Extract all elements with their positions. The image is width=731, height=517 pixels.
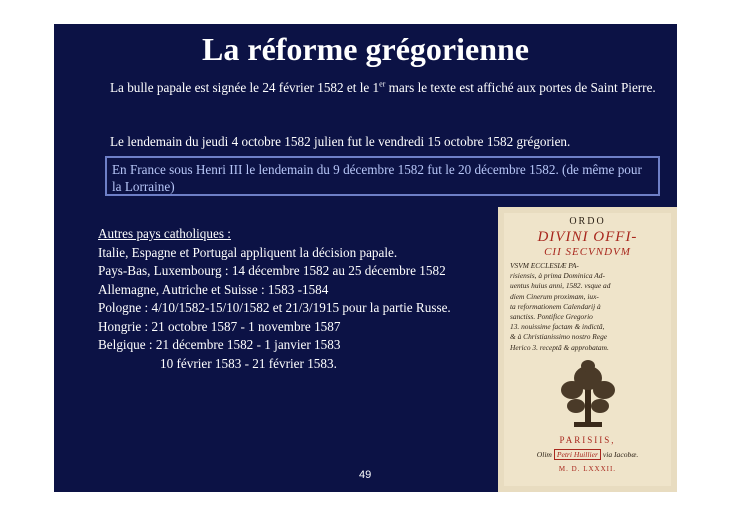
book-year: M. D. LXXXII. xyxy=(558,465,617,473)
slide-title: La réforme grégorienne xyxy=(202,31,529,67)
catholic-country-line: Italie, Espagne et Portugal appliquent la décision papale. xyxy=(98,244,398,260)
slide xyxy=(54,24,677,492)
book-via: via Iacobæ. xyxy=(600,450,639,459)
book-body-line: risiensis, à prima Dominica Ad- xyxy=(510,271,605,281)
page-number: 49 xyxy=(359,469,372,481)
catholic-countries-list xyxy=(98,225,498,373)
book-red-line-2: CII SECVNDVM xyxy=(544,246,631,258)
catholic-country-line: Allemagne, Autriche et Suisse : 1583 -1584 xyxy=(98,281,329,297)
paragraph-bulle-text-1: La bulle papale est signée le 24 février 1582 et le 1 xyxy=(110,80,380,95)
paragraph-bulle-superscript: er xyxy=(379,79,386,89)
book-body-line: uentus huius anni, 1582. vsque ad xyxy=(510,281,611,291)
book-body-text xyxy=(510,261,666,353)
printer-plant-emblem-icon xyxy=(552,358,624,430)
book-body-line: diem Cinerum proximam, iux- xyxy=(510,291,599,301)
paragraph-bulle xyxy=(110,79,658,96)
book-olim: Olim xyxy=(536,450,554,459)
book-red-line-1: DIVINI OFFI- xyxy=(537,229,638,245)
book-parisiis: PARISIIS, xyxy=(559,435,616,445)
catholic-country-line: Pologne : 4/10/1582-15/10/1582 et 21/3/1915 pour la partie Russe. xyxy=(98,300,451,315)
catholic-country-line-indented: 10 février 1583 - 21 février 1583. xyxy=(160,355,337,371)
book-printer-line xyxy=(504,450,671,459)
book-printer-name: Petri Huillier xyxy=(554,449,601,460)
book-title-page-image xyxy=(498,207,677,492)
book-body-line: Herico 3. receptã & approbatam. xyxy=(510,342,609,352)
book-body-line: sanctiss. Pontifice Gregorio xyxy=(510,312,593,322)
catholic-country-line: Pays-Bas, Luxembourg : 14 décembre 1582 au 25 décembre 1582 xyxy=(98,263,446,278)
book-body-line: & à Christianissimo nostro Rege xyxy=(510,332,608,342)
paragraph-bulle-text-2: mars le texte est affiché aux portes de Saint Pierre. xyxy=(385,80,656,95)
book-ordo-line: ORDO xyxy=(569,216,606,227)
book-page xyxy=(504,213,671,486)
france-boxed-note: En France sous Henri III le lendemain du 9 décembre 1582 fut le 20 décembre 1582. (de même pour la Lorraine) xyxy=(105,156,660,196)
catholic-country-line: Belgique : 21 décembre 1582 - 1 janvier 1583 xyxy=(98,337,341,352)
paragraph-lendemain: Le lendemain du jeudi 4 octobre 1582 julien fut le vendredi 15 octobre 1582 grégorien. xyxy=(110,134,571,149)
catholic-country-line: Hongrie : 21 octobre 1587 - 1 novembre 1587 xyxy=(98,318,341,334)
catholic-countries-heading: Autres pays catholiques : xyxy=(98,226,231,241)
book-body-line: 13. nouissime factam & indictã, xyxy=(510,322,605,332)
book-body-line: VSVM ECCLESIÆ PA- xyxy=(510,261,579,270)
book-body-line: ta reformationem Calendarij à xyxy=(510,301,601,311)
